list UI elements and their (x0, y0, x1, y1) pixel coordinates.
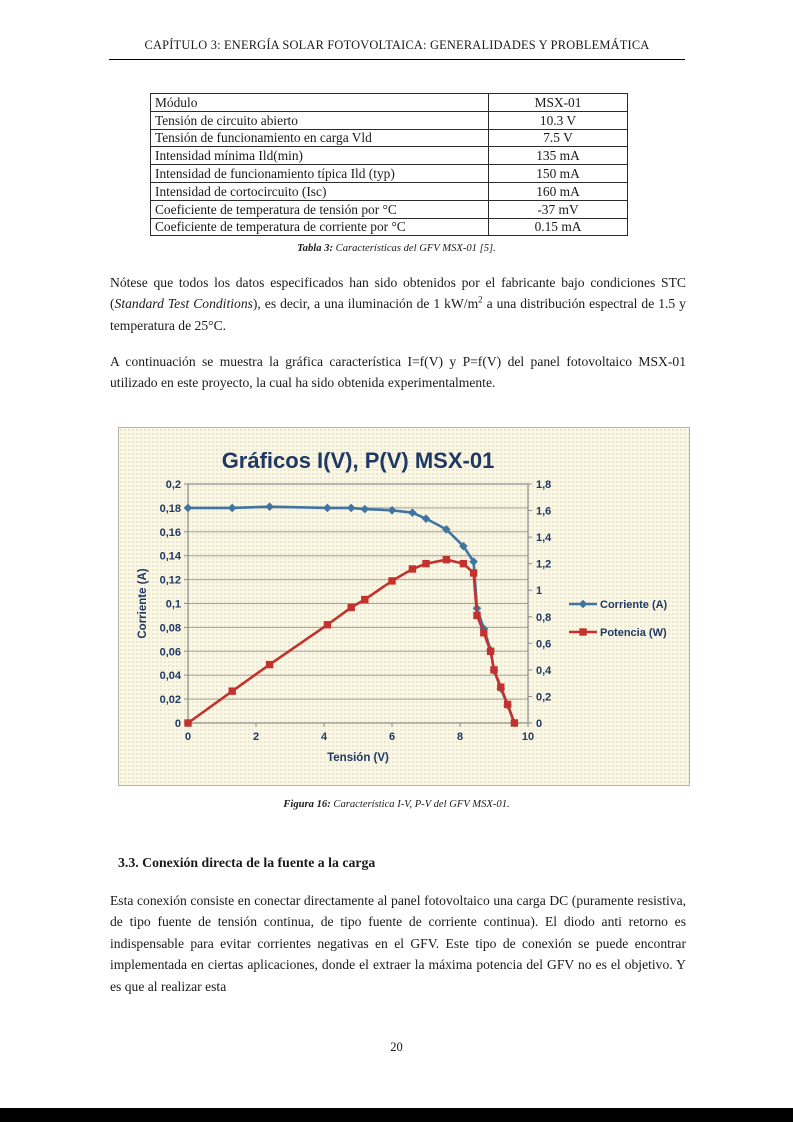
table-row (151, 165, 628, 183)
table-row (151, 147, 628, 165)
paragraph-text: Nótese que todos los datos especificados han sido obtenidos por el fabricante bajo condiciones STC ( (110, 275, 686, 312)
paragraph-chart-intro: A continuación se muestra la gráfica característica I=f(V) y P=f(V) del panel fotovoltaico MSX-01 utilizado en este proyecto, la cual ha sido obtenida experimentalmente. (110, 354, 686, 391)
series-line-potencia (188, 560, 514, 723)
iv-pv-chart-frame (118, 427, 690, 786)
left-axis-tick-label: 0,14 (159, 550, 181, 563)
x-axis-title: Tensión (V) (327, 752, 389, 764)
series-marker (229, 688, 235, 694)
series-marker (504, 701, 510, 707)
right-axis-tick-label: 0,2 (536, 691, 552, 704)
left-axis-tick-label: 0,06 (159, 646, 181, 659)
table-caption-text: Características del GFV MSX-01 [5]. (332, 243, 496, 254)
left-axis-tick-label: 0,1 (165, 598, 181, 611)
series-marker (491, 667, 497, 673)
right-axis-tick-label: 1,4 (536, 532, 552, 545)
series-marker (487, 648, 493, 654)
x-axis-tick-label: 6 (388, 731, 396, 743)
series-marker (423, 560, 429, 566)
series-marker (266, 503, 273, 510)
table-row (151, 94, 628, 112)
figure-caption-text: Característica I-V, P-V del GFV MSX-01. (330, 799, 510, 810)
paragraph-stc-conditions (110, 272, 686, 336)
right-axis-tick-label: 1,8 (536, 479, 552, 491)
left-axis-tick-label: 0,2 (165, 479, 181, 491)
left-axis-tick-label: 0,18 (159, 502, 181, 515)
series-marker (348, 604, 354, 610)
table-cell-value: 135 mA (489, 147, 628, 165)
paragraph-text: ), es decir, a una iluminación de 1 kW/m (252, 296, 479, 312)
right-axis-tick-label: 0,8 (536, 611, 552, 624)
left-axis-tick-label: 0,02 (159, 694, 181, 707)
series-marker (348, 504, 355, 511)
figure-caption-label: Figura 16: (283, 799, 331, 810)
right-axis-tick-label: 0,4 (536, 664, 552, 677)
iv-pv-chart (119, 428, 689, 785)
left-axis-tick-label: 0,12 (159, 574, 181, 587)
legend-marker (579, 600, 586, 607)
series-marker (362, 596, 368, 602)
table-caption (0, 243, 793, 254)
spec-table (150, 93, 628, 236)
table-cell-value: 0.15 mA (489, 218, 628, 236)
x-axis-tick-label: 10 (521, 731, 535, 743)
series-marker (324, 622, 330, 628)
left-axis-tick-label: 0 (174, 718, 181, 730)
figure-caption (0, 799, 793, 810)
paragraph-text-italic: Standard Test Conditions (114, 296, 253, 312)
series-marker (409, 566, 415, 572)
table-cell-value: 7.5 V (489, 129, 628, 147)
table-cell-label: Tensión de funcionamiento en carga Vld (151, 129, 489, 147)
series-marker (184, 504, 191, 511)
table-cell-label: Intensidad mínima Ild(min) (151, 147, 489, 165)
left-axis-tick-label: 0,04 (159, 670, 181, 683)
section-heading: 3.3. Conexión directa de la fuente a la carga (118, 855, 376, 870)
series-marker (266, 661, 272, 667)
paragraph-direct-connection: Esta conexión consiste en conectar directamente al panel fotovoltaico una carga DC (puramente resistiva, de tipo fuente de tensión continua, de tipo fuente de corriente continua). El diodo anti retorno es indispensable para evitar corrientes negativas en el GFV. Este tipo de conexión se puede encontrar implementada en ciertas aplicaciones, donde el extraer la máxima potencia del GFV no es el objetivo. Y es que al realizar esta (110, 893, 686, 994)
x-axis-tick-label: 2 (252, 731, 260, 743)
right-axis-tick-label: 0 (536, 718, 543, 730)
table-cell-label: Módulo (151, 94, 489, 112)
page-header: CAPÍTULO 3: ENERGÍA SOLAR FOTOVOLTAICA: GENERALIDADES Y PROBLEMÁTICA (109, 38, 685, 60)
left-axis-tick-label: 0,16 (159, 526, 181, 539)
paragraph-text: a una distribución espectral de 1.5 y temperatura de 25°C. (110, 296, 686, 333)
legend-label: Potencia (W) (600, 627, 667, 639)
table-row (151, 218, 628, 236)
right-axis-tick-label: 1,2 (536, 558, 552, 571)
series-marker (481, 630, 487, 636)
page-number: 20 (390, 1040, 403, 1054)
bottom-scan-bar (0, 1108, 793, 1122)
right-axis-tick-label: 0,6 (536, 638, 552, 651)
series-marker (443, 556, 449, 562)
table-cell-value: 150 mA (489, 165, 628, 183)
series-marker (185, 720, 191, 726)
right-axis-tick-label: 1 (536, 585, 543, 598)
table-cell-value: 10.3 V (489, 111, 628, 129)
series-marker (389, 578, 395, 584)
left-axis-tick-label: 0,08 (159, 622, 181, 635)
series-marker (511, 720, 517, 726)
x-axis-tick-label: 0 (184, 731, 192, 743)
table-caption-label: Tabla 3: (297, 243, 333, 254)
series-marker (474, 612, 480, 618)
series-marker (460, 560, 466, 566)
x-axis-tick-label: 4 (320, 731, 328, 743)
series-marker (470, 570, 476, 576)
legend-marker (580, 629, 586, 635)
table-cell-label: Intensidad de cortocircuito (Isc) (151, 182, 489, 200)
chart-title: Gráficos I(V), P(V) MSX-01 (221, 448, 495, 473)
table-cell-value: -37 mV (489, 200, 628, 218)
right-axis-tick-label: 1,6 (536, 505, 552, 518)
x-axis-tick-label: 8 (456, 731, 464, 743)
table-row (151, 200, 628, 218)
table-cell-value: 160 mA (489, 182, 628, 200)
table-row (151, 182, 628, 200)
table-cell-label: Coeficiente de temperatura de corriente por °C (151, 218, 489, 236)
superscript-exponent: 2 (478, 294, 483, 305)
table-cell-value: MSX-01 (489, 94, 628, 112)
table-cell-label: Tensión de circuito abierto (151, 111, 489, 129)
series-marker (498, 684, 504, 690)
table-row (151, 111, 628, 129)
table-cell-label: Intensidad de funcionamiento típica Ild (typ) (151, 165, 489, 183)
legend-label: Corriente (A) (600, 599, 668, 611)
spec-table-body (151, 94, 628, 236)
series-marker (361, 505, 368, 512)
y-axis-title: Corriente (A) (137, 568, 149, 639)
series-marker (229, 504, 236, 511)
table-cell-label: Coeficiente de temperatura de tensión por °C (151, 200, 489, 218)
series-line-corriente (188, 507, 514, 723)
table-row (151, 129, 628, 147)
series-marker (324, 504, 331, 511)
